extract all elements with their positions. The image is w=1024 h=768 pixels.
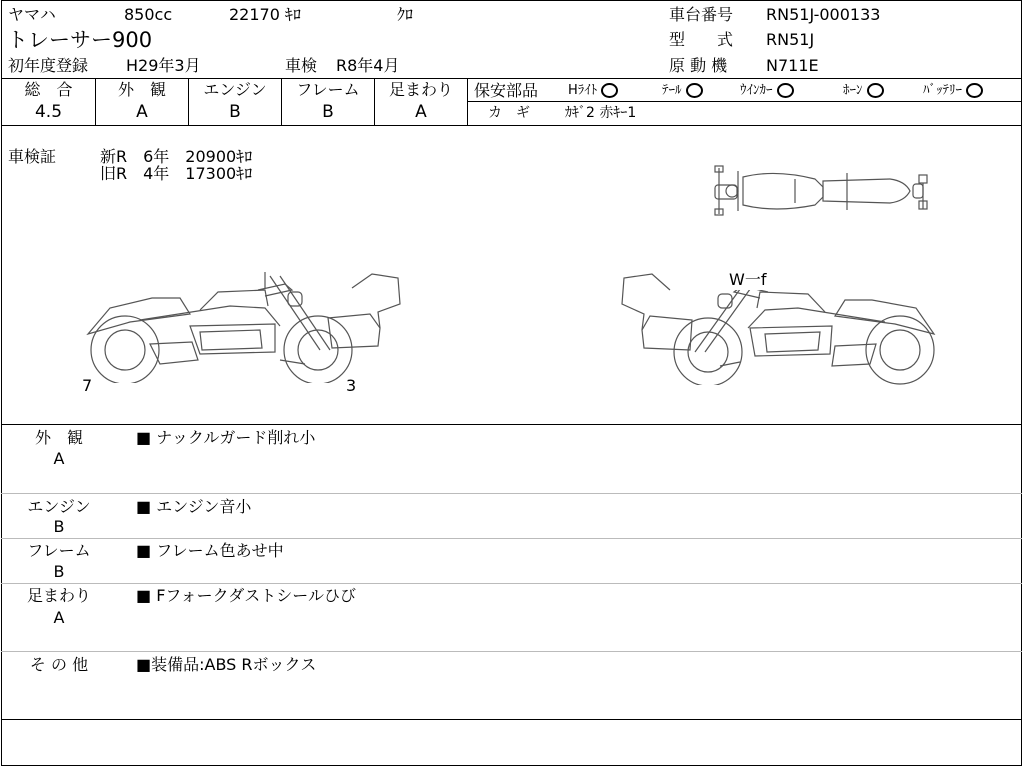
safety-label: 保安部品: [474, 81, 539, 100]
note-grade-frame: B: [53, 562, 65, 581]
color: ｸﾛ: [397, 5, 414, 24]
score-header-suspension: 足まわり: [388, 80, 453, 99]
key-label: カ ギ: [488, 105, 530, 121]
notes-divider: [1, 651, 1022, 652]
table-top-line: [1, 78, 1022, 79]
note-text-other: ■装備品:ABS Rボックス: [136, 655, 317, 674]
mileage: 22170 ｷﾛ: [229, 5, 301, 24]
col-divider: [467, 78, 468, 125]
note-label-suspension: 足まわり: [26, 586, 91, 605]
notes-divider: [1, 583, 1022, 584]
notes-divider: [1, 493, 1022, 494]
inspection-label: 車検: [285, 56, 318, 75]
model-name: トレーサー900: [7, 28, 153, 52]
motorcycle-right-side-icon: [620, 270, 940, 385]
note-grade-suspension: A: [53, 608, 65, 627]
circle-mark-icon: [777, 83, 794, 98]
frame-no-value: RN51J-000133: [766, 5, 881, 24]
notes-top-line: [1, 424, 1022, 425]
safety-item-horn: ﾎｰﾝ: [843, 81, 884, 101]
type-value: RN51J: [766, 30, 815, 49]
motorcycle-top-view-icon: [705, 165, 940, 217]
certificate-new: 新R 6年 20900ｷﾛ: [100, 147, 253, 166]
note-grade-engine: B: [53, 517, 65, 536]
note-label-engine: エンジン: [27, 497, 91, 516]
note-grade-exterior: A: [53, 449, 65, 468]
first-reg-value: H29年3月: [126, 56, 201, 75]
certificate-old: 旧R 4年 17300ｷﾛ: [100, 164, 253, 183]
score-value-exterior: A: [136, 102, 148, 122]
inspection-value: R8年4月: [336, 56, 400, 75]
table-bottom-line: [1, 125, 1022, 126]
type-label: 型 式: [669, 30, 734, 49]
note-text-suspension: ■ Fフォークダストシールひび: [136, 586, 356, 605]
certificate-label: 車検証: [8, 147, 57, 166]
score-value-overall: 4.5: [34, 102, 63, 122]
safety-item-tail: ﾃｰﾙ: [662, 81, 703, 101]
score-value-engine: B: [229, 102, 241, 122]
engine-label: 原 動 機: [669, 56, 728, 75]
circle-mark-icon: [601, 83, 618, 98]
notes-divider: [1, 538, 1022, 539]
note-text-engine: ■ エンジン音小: [136, 497, 252, 516]
key-value: ｶｷﾞ2 赤ｷｰ1: [565, 105, 637, 121]
safety-item-headlight: Hﾗｲﾄ: [568, 81, 618, 101]
note-label-exterior: 外 観: [34, 428, 83, 447]
displacement: 850cc: [124, 5, 173, 24]
circle-mark-icon: [966, 83, 983, 98]
note-label-frame: フレーム: [27, 541, 91, 560]
frame-no-label: 車台番号: [669, 5, 734, 24]
note-text-frame: ■ フレーム色あせ中: [136, 541, 284, 560]
note-label-other: そ の 他: [29, 655, 89, 674]
first-reg-label: 初年度登録: [8, 56, 89, 75]
score-header-exterior: 外 観: [117, 80, 166, 99]
score-header-overall: 総 合: [24, 80, 73, 99]
maker: ヤマハ: [8, 5, 56, 24]
safety-item-battery: ﾊﾞｯﾃﾘｰ: [923, 81, 983, 101]
left-mark-front: 3: [346, 376, 357, 395]
safety-mid-line: [468, 101, 1022, 102]
right-mark: W一f: [729, 270, 767, 289]
note-text-exterior: ■ ナックルガード削れ小: [136, 428, 316, 447]
notes-bottom-line: [1, 719, 1022, 720]
score-value-frame: B: [322, 102, 334, 122]
score-header-engine: エンジン: [203, 80, 267, 99]
engine-value: N711E: [766, 56, 819, 75]
left-mark-rear: 7: [82, 376, 93, 395]
circle-mark-icon: [867, 83, 884, 98]
safety-item-winker: ｳｲﾝｶｰ: [740, 81, 794, 101]
motorcycle-left-side-icon: [80, 268, 405, 383]
circle-mark-icon: [686, 83, 703, 98]
score-header-frame: フレーム: [296, 80, 360, 99]
score-value-suspension: A: [415, 102, 427, 122]
